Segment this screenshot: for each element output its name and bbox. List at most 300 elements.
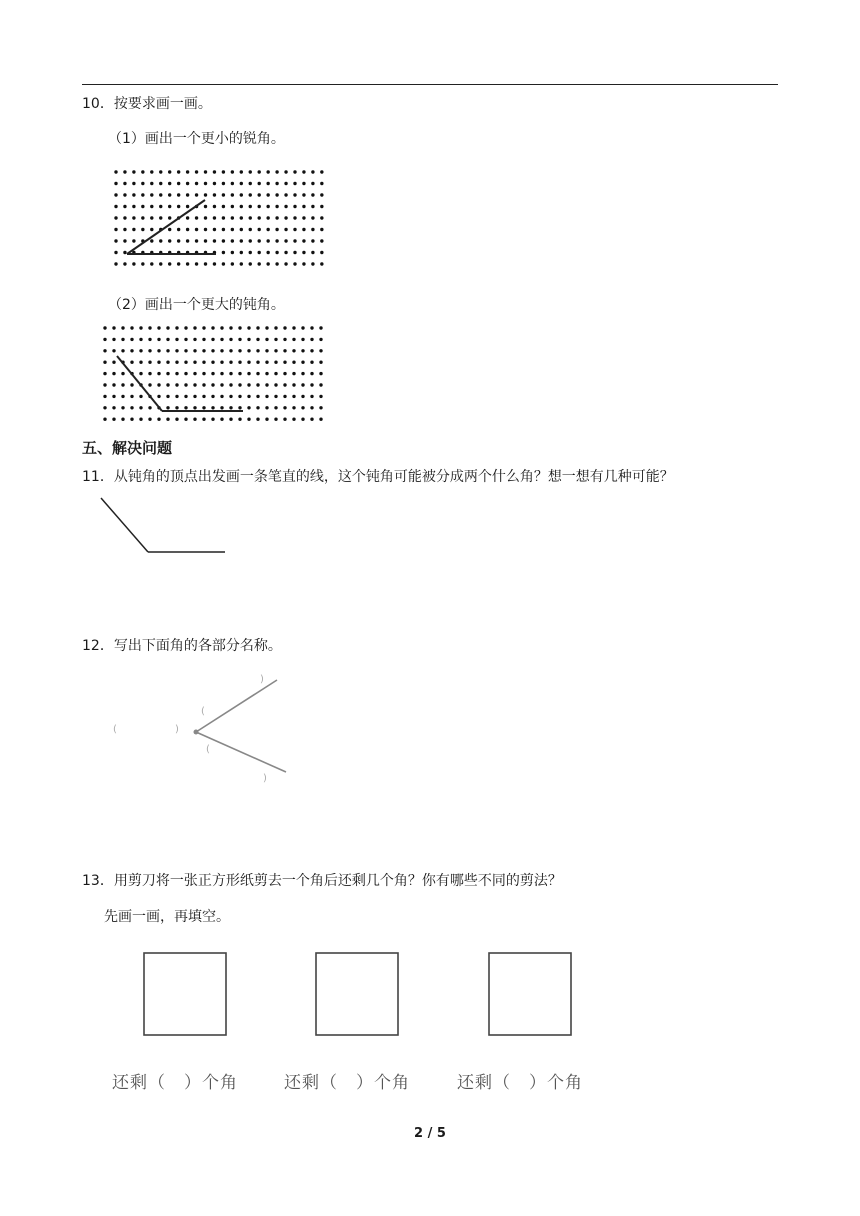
dot-grid-obtuse[interactable] bbox=[98, 322, 330, 430]
grid-dot bbox=[211, 349, 214, 352]
grid-dot bbox=[231, 239, 234, 242]
grid-dot bbox=[166, 372, 169, 375]
q13-instruction: 先画一画，再填空。 bbox=[104, 909, 230, 925]
grid-dot bbox=[310, 338, 313, 341]
paren-lower-side-close: ) bbox=[263, 773, 267, 784]
grid-dot bbox=[175, 372, 178, 375]
grid-dot bbox=[157, 383, 160, 386]
grid-dot bbox=[103, 361, 106, 364]
grid-dot bbox=[166, 395, 169, 398]
grid-dot bbox=[292, 349, 295, 352]
grid-dot bbox=[292, 361, 295, 364]
grid-dot bbox=[193, 361, 196, 364]
grid-dot bbox=[177, 193, 180, 196]
grid-dot bbox=[112, 349, 115, 352]
grid-dot bbox=[310, 418, 313, 421]
q10-part1: （1）画出一个更小的锐角。 bbox=[108, 131, 285, 147]
grid-dot bbox=[175, 361, 178, 364]
grid-dot bbox=[293, 205, 296, 208]
grid-dot bbox=[220, 383, 223, 386]
grid-dot bbox=[258, 182, 261, 185]
grid-dot bbox=[166, 418, 169, 421]
grid-dot bbox=[293, 182, 296, 185]
grid-dot bbox=[177, 262, 180, 265]
grid-dot bbox=[112, 395, 115, 398]
grid-dot bbox=[103, 372, 106, 375]
grid-dot bbox=[302, 205, 305, 208]
grid-dot bbox=[157, 418, 160, 421]
grid-dot bbox=[231, 216, 234, 219]
grid-dot bbox=[177, 239, 180, 242]
grid-dot bbox=[310, 406, 313, 409]
grid-dot bbox=[159, 205, 162, 208]
grid-dot bbox=[139, 418, 142, 421]
grid-dot bbox=[139, 338, 142, 341]
grid-dot bbox=[202, 372, 205, 375]
grid-dot bbox=[292, 395, 295, 398]
grid-dot bbox=[114, 262, 117, 265]
grid-dot bbox=[114, 193, 117, 196]
grid-dot bbox=[284, 251, 287, 254]
grid-dot bbox=[238, 383, 241, 386]
grid-dot bbox=[220, 326, 223, 329]
grid-dot bbox=[114, 216, 117, 219]
grid-dot bbox=[177, 170, 180, 173]
grid-dot bbox=[301, 349, 304, 352]
grid-dot bbox=[148, 383, 151, 386]
grid-dot bbox=[186, 239, 189, 242]
grid-dot bbox=[222, 239, 225, 242]
grid-dot bbox=[222, 205, 225, 208]
grid-dot bbox=[157, 338, 160, 341]
grid-dot bbox=[112, 383, 115, 386]
grid-dot bbox=[275, 228, 278, 231]
grid-dot bbox=[202, 395, 205, 398]
grid-dot bbox=[177, 182, 180, 185]
grid-dot bbox=[148, 349, 151, 352]
grid-dot bbox=[204, 205, 207, 208]
grid-dot bbox=[222, 216, 225, 219]
grid-dot bbox=[302, 170, 305, 173]
grid-dot bbox=[283, 383, 286, 386]
grid-dot bbox=[293, 262, 296, 265]
grid-dot bbox=[139, 372, 142, 375]
grid-dot bbox=[186, 262, 189, 265]
grid-dot bbox=[229, 395, 232, 398]
grid-dot bbox=[240, 262, 243, 265]
grid-dot bbox=[157, 326, 160, 329]
grid-dot bbox=[130, 338, 133, 341]
grid-dot bbox=[202, 326, 205, 329]
grid-dot bbox=[284, 193, 287, 196]
grid-dot bbox=[247, 326, 250, 329]
grid-dot bbox=[130, 349, 133, 352]
grid-dot bbox=[283, 395, 286, 398]
grid-dot bbox=[284, 228, 287, 231]
grid-dot bbox=[284, 216, 287, 219]
grid-dot bbox=[175, 406, 178, 409]
grid-dot bbox=[283, 406, 286, 409]
grid-dot bbox=[123, 251, 126, 254]
grid-dot bbox=[150, 262, 153, 265]
grid-dot bbox=[184, 383, 187, 386]
grid-dot bbox=[266, 193, 269, 196]
grid-dot bbox=[130, 395, 133, 398]
grid-dot bbox=[202, 406, 205, 409]
grid-dot bbox=[258, 262, 261, 265]
grid-dot bbox=[266, 216, 269, 219]
grid-dot bbox=[293, 251, 296, 254]
grid-dot bbox=[213, 193, 216, 196]
dot-grid-points bbox=[114, 170, 323, 265]
grid-dot bbox=[275, 251, 278, 254]
grid-dot bbox=[204, 262, 207, 265]
grid-dot bbox=[292, 326, 295, 329]
paren-lower-side-open: ( bbox=[206, 744, 210, 755]
grid-dot bbox=[265, 326, 268, 329]
grid-dot bbox=[229, 406, 232, 409]
grid-dot bbox=[150, 239, 153, 242]
grid-dot bbox=[211, 326, 214, 329]
grid-dot bbox=[319, 361, 322, 364]
grid-dot bbox=[112, 326, 115, 329]
grid-dot bbox=[240, 182, 243, 185]
grid-dot bbox=[249, 193, 252, 196]
grid-dot bbox=[292, 338, 295, 341]
grid-dot bbox=[132, 170, 135, 173]
grid-dot bbox=[166, 349, 169, 352]
grid-dot bbox=[123, 170, 126, 173]
grid-dot bbox=[240, 205, 243, 208]
grid-dot bbox=[247, 418, 250, 421]
grid-dot bbox=[238, 326, 241, 329]
grid-dot bbox=[112, 372, 115, 375]
grid-dot bbox=[121, 406, 124, 409]
q10-text: 10．按要求画一画。 bbox=[82, 96, 212, 112]
grid-dot bbox=[150, 193, 153, 196]
grid-dot bbox=[238, 349, 241, 352]
grid-dot bbox=[103, 326, 106, 329]
grid-dot bbox=[114, 170, 117, 173]
grid-dot bbox=[204, 193, 207, 196]
grid-dot bbox=[284, 182, 287, 185]
grid-dot bbox=[184, 372, 187, 375]
grid-dot bbox=[258, 205, 261, 208]
grid-dot bbox=[310, 326, 313, 329]
grid-dot bbox=[256, 395, 259, 398]
grid-dot bbox=[284, 239, 287, 242]
grid-dot bbox=[186, 170, 189, 173]
paren-upper-side-close: ) bbox=[260, 674, 264, 685]
grid-dot bbox=[175, 338, 178, 341]
grid-dot bbox=[320, 216, 323, 219]
grid-dot bbox=[222, 193, 225, 196]
header-rule bbox=[82, 84, 778, 85]
grid-dot bbox=[258, 251, 261, 254]
grid-dot bbox=[220, 361, 223, 364]
grid-dot bbox=[150, 170, 153, 173]
grid-dot bbox=[240, 228, 243, 231]
grid-dot bbox=[211, 406, 214, 409]
grid-dot bbox=[247, 361, 250, 364]
grid-dot bbox=[229, 418, 232, 421]
grid-dot bbox=[293, 239, 296, 242]
grid-dot bbox=[220, 372, 223, 375]
grid-dot bbox=[266, 182, 269, 185]
grid-dot bbox=[195, 170, 198, 173]
grid-dot bbox=[193, 395, 196, 398]
grid-dot bbox=[202, 349, 205, 352]
grid-dot bbox=[302, 251, 305, 254]
grid-dot bbox=[311, 228, 314, 231]
grid-dot bbox=[148, 361, 151, 364]
grid-dot bbox=[311, 170, 314, 173]
grid-dot bbox=[123, 216, 126, 219]
grid-dot bbox=[139, 406, 142, 409]
grid-dot bbox=[132, 205, 135, 208]
grid-dot bbox=[141, 228, 144, 231]
grid-dot bbox=[274, 338, 277, 341]
grid-dot bbox=[231, 193, 234, 196]
grid-dot bbox=[211, 338, 214, 341]
grid-dot bbox=[123, 193, 126, 196]
grid-dot bbox=[292, 383, 295, 386]
grid-dot bbox=[301, 395, 304, 398]
grid-dot bbox=[222, 262, 225, 265]
grid-dot bbox=[256, 406, 259, 409]
grid-dot bbox=[186, 216, 189, 219]
grid-dot bbox=[266, 262, 269, 265]
angle-arm-slanted bbox=[127, 200, 205, 254]
grid-dot bbox=[130, 326, 133, 329]
grid-dot bbox=[132, 239, 135, 242]
grid-dot bbox=[141, 170, 144, 173]
grid-dot bbox=[265, 418, 268, 421]
grid-dot bbox=[320, 205, 323, 208]
grid-dot bbox=[311, 182, 314, 185]
grid-dot bbox=[258, 216, 261, 219]
grid-dot bbox=[249, 228, 252, 231]
grid-dot bbox=[256, 418, 259, 421]
grid-dot bbox=[319, 406, 322, 409]
grid-dot bbox=[311, 205, 314, 208]
grid-dot bbox=[310, 372, 313, 375]
grid-dot bbox=[184, 406, 187, 409]
grid-dot bbox=[202, 338, 205, 341]
grid-dot bbox=[320, 228, 323, 231]
grid-dot bbox=[247, 383, 250, 386]
grid-dot bbox=[231, 205, 234, 208]
grid-dot bbox=[193, 349, 196, 352]
grid-dot bbox=[150, 182, 153, 185]
grid-dot bbox=[175, 383, 178, 386]
grid-dot bbox=[265, 406, 268, 409]
grid-dot bbox=[275, 262, 278, 265]
grid-dot bbox=[249, 216, 252, 219]
grid-dot bbox=[202, 361, 205, 364]
grid-dot bbox=[301, 338, 304, 341]
grid-dot bbox=[301, 326, 304, 329]
grid-dot bbox=[114, 251, 117, 254]
grid-dot bbox=[238, 395, 241, 398]
grid-dot bbox=[302, 228, 305, 231]
grid-dot bbox=[211, 383, 214, 386]
paren-vertex-open: ( bbox=[113, 724, 117, 735]
grid-dot bbox=[256, 383, 259, 386]
grid-dot bbox=[222, 182, 225, 185]
grid-dot bbox=[175, 418, 178, 421]
grid-dot bbox=[121, 372, 124, 375]
grid-dot bbox=[258, 170, 261, 173]
grid-dot bbox=[157, 395, 160, 398]
grid-dot bbox=[256, 338, 259, 341]
grid-dot bbox=[310, 361, 313, 364]
paren-upper-side-open: ( bbox=[201, 706, 205, 717]
square-paper-1[interactable] bbox=[143, 952, 227, 1036]
grid-dot bbox=[238, 338, 241, 341]
grid-dot bbox=[283, 326, 286, 329]
grid-dot bbox=[159, 193, 162, 196]
grid-dot bbox=[283, 372, 286, 375]
q13-text: 13．用剪刀将一张正方形纸剪去一个角后还剩几个角？你有哪些不同的剪法？ bbox=[82, 873, 562, 889]
grid-dot bbox=[302, 193, 305, 196]
grid-dot bbox=[150, 216, 153, 219]
grid-dot bbox=[320, 239, 323, 242]
grid-dot bbox=[123, 228, 126, 231]
grid-dot bbox=[159, 182, 162, 185]
answer-blank-1[interactable]: 还剩（ ）个角 bbox=[112, 1073, 238, 1093]
grid-dot bbox=[284, 170, 287, 173]
grid-dot bbox=[157, 372, 160, 375]
grid-dot bbox=[265, 349, 268, 352]
grid-dot bbox=[103, 395, 106, 398]
grid-dot bbox=[229, 383, 232, 386]
grid-dot bbox=[247, 349, 250, 352]
grid-dot bbox=[274, 406, 277, 409]
grid-dot bbox=[274, 372, 277, 375]
grid-dot bbox=[319, 326, 322, 329]
grid-dot bbox=[274, 326, 277, 329]
grid-dot bbox=[132, 228, 135, 231]
grid-dot bbox=[184, 418, 187, 421]
grid-dot bbox=[275, 193, 278, 196]
grid-dot bbox=[258, 239, 261, 242]
grid-dot bbox=[256, 349, 259, 352]
grid-dot bbox=[258, 193, 261, 196]
grid-dot bbox=[283, 349, 286, 352]
grid-dot bbox=[186, 228, 189, 231]
grid-dot bbox=[112, 338, 115, 341]
grid-dot bbox=[302, 239, 305, 242]
square-paper-2[interactable] bbox=[315, 952, 399, 1036]
grid-dot bbox=[310, 383, 313, 386]
grid-dot bbox=[130, 361, 133, 364]
grid-dot bbox=[229, 361, 232, 364]
grid-dot bbox=[175, 349, 178, 352]
grid-dot bbox=[220, 395, 223, 398]
grid-dot bbox=[320, 193, 323, 196]
grid-dot bbox=[240, 216, 243, 219]
grid-dot bbox=[302, 262, 305, 265]
angle-parts-figure bbox=[108, 668, 298, 788]
obtuse-angle-figure bbox=[96, 494, 231, 558]
grid-dot bbox=[310, 395, 313, 398]
grid-dot bbox=[193, 383, 196, 386]
grid-dot bbox=[202, 383, 205, 386]
grid-dot bbox=[186, 182, 189, 185]
grid-dot bbox=[175, 395, 178, 398]
grid-dot bbox=[275, 239, 278, 242]
grid-dot bbox=[175, 326, 178, 329]
q10-part2: （2）画出一个更大的钝角。 bbox=[108, 297, 285, 313]
grid-dot bbox=[283, 418, 286, 421]
grid-dot bbox=[231, 182, 234, 185]
grid-dot bbox=[319, 395, 322, 398]
grid-dot bbox=[103, 349, 106, 352]
grid-dot bbox=[177, 228, 180, 231]
grid-dot bbox=[193, 372, 196, 375]
grid-dot bbox=[195, 216, 198, 219]
square-paper-3[interactable] bbox=[488, 952, 572, 1036]
grid-dot bbox=[166, 338, 169, 341]
grid-dot bbox=[292, 372, 295, 375]
grid-dot bbox=[112, 406, 115, 409]
grid-dot bbox=[184, 349, 187, 352]
grid-dot bbox=[301, 372, 304, 375]
grid-dot bbox=[240, 193, 243, 196]
grid-dot bbox=[204, 228, 207, 231]
grid-dot bbox=[319, 338, 322, 341]
grid-dot bbox=[123, 262, 126, 265]
grid-dot bbox=[293, 216, 296, 219]
grid-dot bbox=[148, 418, 151, 421]
grid-dot bbox=[123, 205, 126, 208]
grid-dot bbox=[139, 326, 142, 329]
grid-dot bbox=[311, 262, 314, 265]
grid-dot bbox=[211, 361, 214, 364]
grid-dot bbox=[132, 216, 135, 219]
grid-dot bbox=[238, 418, 241, 421]
grid-dot bbox=[310, 349, 313, 352]
grid-dot bbox=[112, 361, 115, 364]
answer-blank-3[interactable]: 还剩（ ）个角 bbox=[457, 1073, 583, 1093]
grid-dot bbox=[139, 395, 142, 398]
grid-dot bbox=[266, 228, 269, 231]
grid-dot bbox=[247, 395, 250, 398]
grid-dot bbox=[301, 406, 304, 409]
grid-dot bbox=[114, 228, 117, 231]
grid-dot bbox=[319, 349, 322, 352]
grid-dot bbox=[229, 326, 232, 329]
grid-dot bbox=[193, 406, 196, 409]
grid-dot bbox=[249, 262, 252, 265]
dot-grid-acute[interactable] bbox=[110, 166, 335, 274]
grid-dot bbox=[166, 326, 169, 329]
grid-dot bbox=[159, 262, 162, 265]
grid-dot bbox=[168, 228, 171, 231]
grid-dot bbox=[204, 170, 207, 173]
answer-blank-2[interactable]: 还剩（ ）个角 bbox=[284, 1073, 410, 1093]
grid-dot bbox=[123, 182, 126, 185]
grid-dot bbox=[103, 338, 106, 341]
grid-dot bbox=[319, 383, 322, 386]
grid-dot bbox=[265, 372, 268, 375]
grid-dot bbox=[132, 193, 135, 196]
grid-dot bbox=[195, 239, 198, 242]
grid-dot bbox=[265, 338, 268, 341]
grid-dot bbox=[213, 216, 216, 219]
grid-dot bbox=[320, 182, 323, 185]
